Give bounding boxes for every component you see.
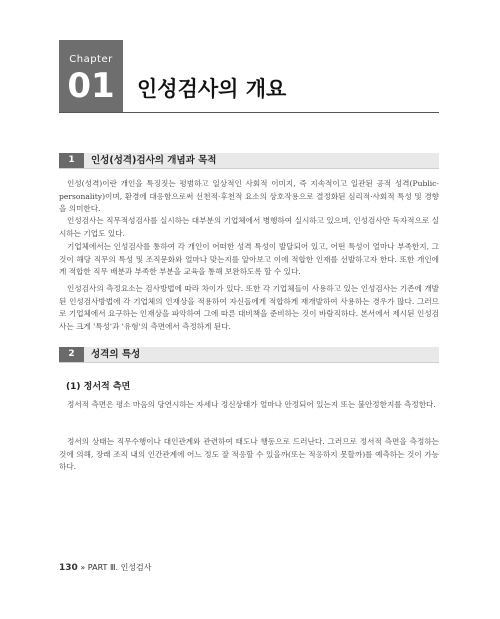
chapter-number: 01 — [67, 66, 115, 106]
section-2-header — [59, 347, 439, 363]
page-footer — [59, 562, 152, 573]
section-1-paragraph: 인성검사는 직무적성검사를 실시하는 대부분의 기업체에서 병행하여 실시하고 있으며, 인성검사만 독자적으로 실시하는 기업도 있다. — [59, 216, 439, 238]
section-2-number: 2 — [59, 347, 84, 362]
chapter-badge — [59, 40, 123, 112]
page-number: 130 — [59, 563, 78, 573]
chapter-title: 인성검사의 개요 — [137, 77, 287, 101]
subsection-paragraph: 정서적 측면은 평소 마음의 당연시하는 자세나 정신상태가 얼마나 안정되어 있는지 또는 불안정한지를 측정한다. — [67, 400, 436, 409]
section-1-number: 1 — [59, 153, 84, 168]
part-label: » PART Ⅲ. 인성검사 — [80, 563, 152, 572]
header-divider — [59, 112, 439, 113]
subsection-title: (1) 정서적 측면 — [66, 382, 131, 392]
section-1-header — [59, 153, 439, 169]
section-1-paragraph: 기업체에서는 인성검사를 통하여 각 개인이 어떠한 성격 특성이 발달되어 있고, 어떤 특성이 얼마나 부족한지, 그것이 해당 직무의 특성 및 조직문화와 얼마나 맞는지를 알아보고 이에 적합한 인재를 선발하고자 한다. 또한 개인에게 적합한 직무 배분과 부족한 부분을 교육을 통해 보완하도록 할 수 있다. — [59, 242, 439, 276]
section-2-title: 성격의 특성 — [91, 349, 141, 360]
chapter-label: Chapter — [69, 54, 113, 65]
section-1-title: 인성(성격)검사의 개념과 목적 — [91, 155, 217, 166]
section-1-paragraph: 인성(성격)이란 개인을 특징짓는 평범하고 일상적인 사회적 이미지, 즉 지속적이고 일관된 공적 성격(Public-personality)이며, 환경에 대응함으로써 선천적·후천적 요소의 상호작용으로 결정화된 심리적·사회적 특성 및 경향을 의미한다. — [59, 179, 439, 213]
subsection-paragraph: 정서의 상태는 직무수행이나 대인관계와 관련하여 태도나 행동으로 드러난다. 그러므로 정서적 측면을 측정하는 것에 의해, 장래 조직 내의 인간관계에 어느 정도 잘 적응할 수 있을까(또는 적응하지 못할까)를 예측하는 것이 가능하다. — [59, 437, 439, 471]
section-1-paragraph: 인성검사의 측정요소는 검사방법에 따라 차이가 있다. 또한 각 기업체들이 사용하고 있는 인성검사는 기존에 개발된 인성검사방법에 각 기업체의 인재상을 적용하여 자신들에게 적합하게 재개발하여 사용하는 경우가 많다. 그러므로 기업체에서 요구하는 인재상을 파악하여 그에 따른 대비책을 준비하는 것이 바람직하다. 본서에서 제시된 인성검사는 크게 '특성'과 '유형'의 측면에서 측정하게 된다. — [59, 284, 439, 331]
